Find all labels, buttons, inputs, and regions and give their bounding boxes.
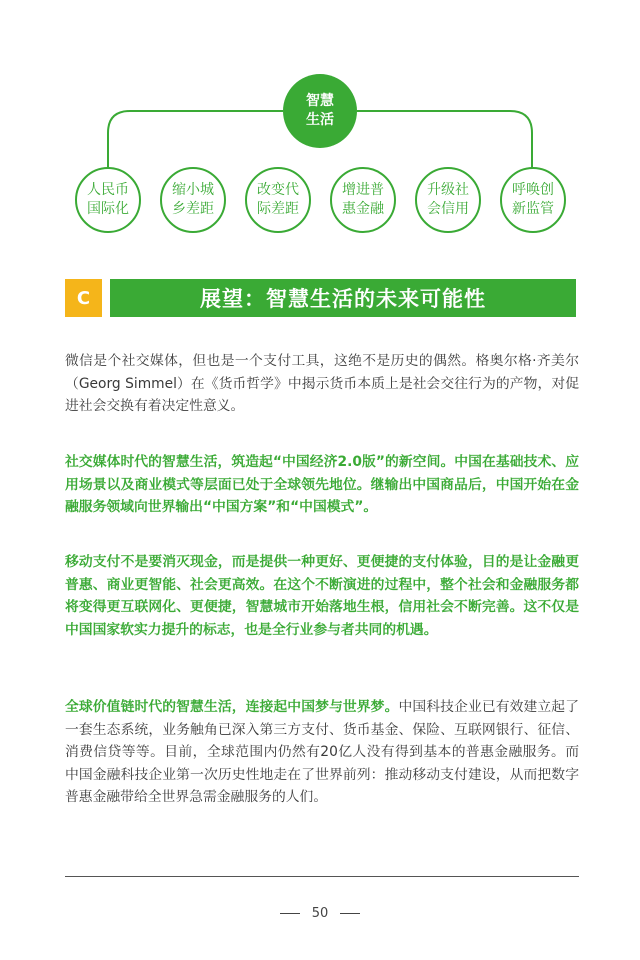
node-rmb-internationalization [75, 167, 141, 233]
node-label-line-2: 际差距 [257, 201, 299, 217]
hub-label-line-1: 智慧 [306, 93, 334, 109]
section-header [65, 279, 576, 317]
node-label-line-2: 惠金融 [342, 201, 384, 217]
node-upgrade-social-credit [415, 167, 481, 233]
page-number-footer [0, 906, 640, 921]
node-label-line-2: 乡差距 [172, 201, 214, 217]
hub-label-line-2: 生活 [306, 112, 334, 128]
node-inclusive-finance [330, 167, 396, 233]
node-label-line-1: 缩小城 [172, 182, 214, 198]
node-label-line-1: 呼唤创 [512, 182, 554, 198]
section-badge: C [65, 279, 102, 317]
paragraph-global-value-chain [65, 696, 579, 809]
hub-smart-life [283, 74, 357, 148]
paragraph-social-media-era: 社交媒体时代的智慧生活，筑造起“中国经济2.0版”的新空间。中国在基础技术、应用场景以及商业模式等层面已处于全球领先地位。继输出中国商品后，中国开始在金融服务领域向世界输出“中国方案”和“中国模式”。 [65, 454, 579, 515]
paragraph-body: 中国科技企业已有效建立起了一套生态系统，业务触角已深入第三方支付、货币基金、保险、互联网银行、征信、消费信贷等等。目前，全球范围内仍然有20亿人没有得到基本的普惠金融服务。而中国金融科技企业第一次历史性地走在了世界前列：推动移动支付建设，从而把数字普惠金融带给全世界急需金融服务的人们。 [65, 699, 579, 805]
smart-life-diagram [0, 0, 640, 250]
node-label-line-2: 新监管 [512, 201, 554, 217]
paragraph-lead: 全球价值链时代的智慧生活，连接起中国梦与世界梦。 [65, 699, 399, 715]
node-label-line-2: 国际化 [87, 201, 129, 217]
dash-left [280, 913, 300, 914]
connector-right [357, 111, 532, 172]
node-label-line-1: 改变代 [257, 182, 299, 198]
node-label-line-2: 会信用 [427, 201, 469, 217]
node-label-line-1: 人民币 [87, 182, 129, 198]
node-narrow-urban-rural-gap [160, 167, 226, 233]
dash-right [340, 913, 360, 914]
node-innovative-regulation [500, 167, 566, 233]
footer-divider [65, 876, 579, 877]
page-number: 50 [311, 906, 329, 921]
node-label-line-1: 升级社 [427, 182, 469, 198]
connector-left [108, 111, 283, 172]
section-title: 展望：智慧生活的未来可能性 [110, 279, 576, 317]
node-label-line-1: 增进普 [342, 182, 384, 198]
paragraph-mobile-payment: 移动支付不是要消灭现金，而是提供一种更好、更便捷的支付体验，目的是让金融更普惠、商业更智能、社会更高效。在这个不断演进的过程中，整个社会和金融服务都将变得更互联网化、更便捷，智慧城市开始落地生根，信用社会不断完善。这不仅是中国国家软实力提升的标志，也是全行业参与者共同的机遇。 [65, 554, 579, 638]
paragraph-intro: 微信是个社交媒体，但也是一个支付工具，这绝不是历史的偶然。格奥尔格·齐美尔（Georg Simmel）在《货币哲学》中揭示货币本质上是社会交往行为的产物，对促进社会交换有着决定性意义。 [65, 353, 579, 414]
node-change-generational-gap [245, 167, 311, 233]
